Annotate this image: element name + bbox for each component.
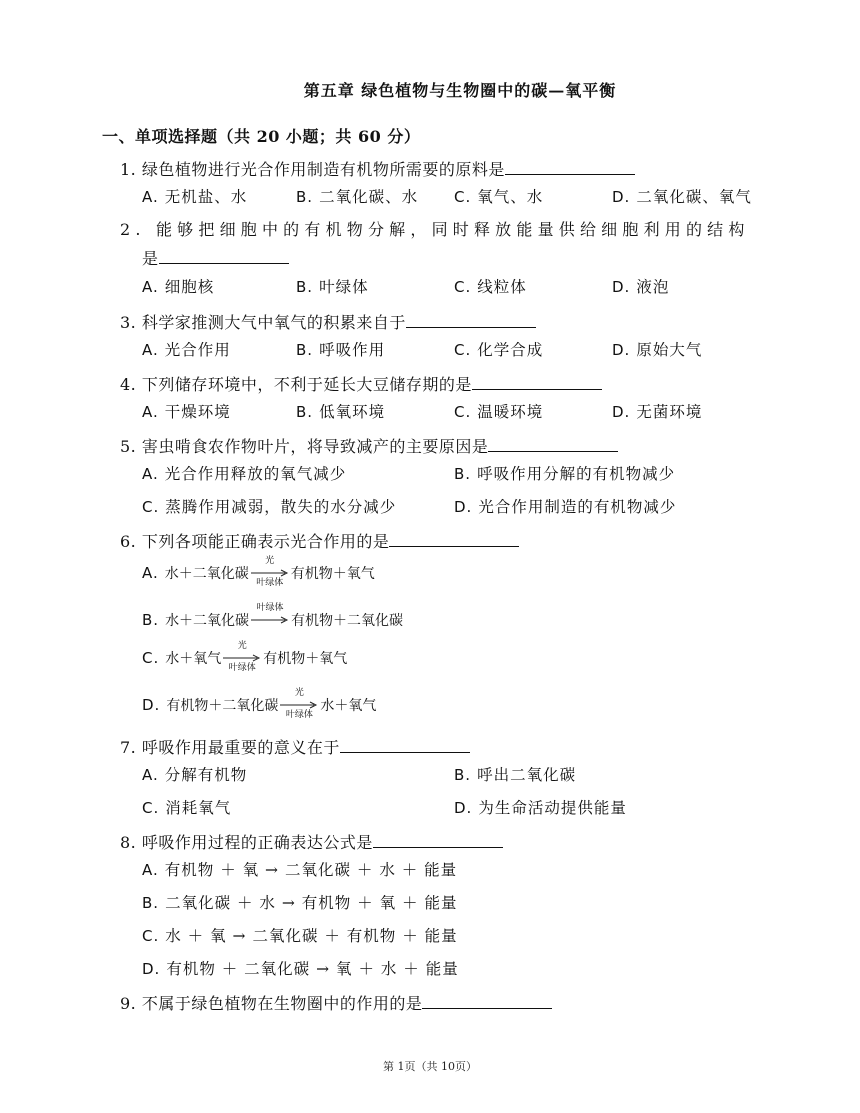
option-b[interactable]: B. 叶绿体: [296, 278, 369, 296]
arrow-icon: [251, 616, 289, 624]
option-b[interactable]: B. 二氧化碳、水: [296, 188, 419, 206]
question-number: 2.: [120, 220, 146, 239]
question-text: 科学家推测大气中氧气的积累来自于: [141, 313, 406, 332]
option-c[interactable]: C. 蒸腾作用减弱，散失的水分减少: [142, 498, 397, 516]
arrow-icon: [223, 654, 261, 662]
option-c[interactable]: C. 化学合成: [454, 341, 544, 359]
question-1: [120, 158, 635, 181]
option-b[interactable]: B. 呼吸作用分解的有机物减少: [454, 465, 676, 483]
arrow-icon: [251, 569, 289, 577]
question-number: 8.: [120, 833, 137, 852]
section-heading: 一、单项选择题（共 20 小题；共 60 分）: [102, 127, 421, 146]
arrow-icon: [280, 701, 318, 709]
answer-blank[interactable]: [373, 831, 503, 848]
option-d[interactable]: D. 原始大气: [612, 341, 703, 359]
option-b[interactable]: B. 低氧环境: [296, 403, 386, 421]
option-a[interactable]: A. 无机盐、水: [142, 188, 248, 206]
page-title: 第五章 绿色植物与生物圈中的碳—氧平衡: [303, 81, 617, 100]
option-d[interactable]: D. 光合作用制造的有机物减少: [454, 498, 677, 516]
option-a[interactable]: A. 干燥环境: [142, 403, 231, 421]
question-text: 能够把细胞中的有机物分解，同时释放能量供给细胞利用的结构: [155, 220, 750, 239]
answer-blank[interactable]: [488, 435, 618, 452]
reaction-arrow: 光 叶绿体: [280, 695, 318, 717]
option-a[interactable]: A. 有机物 ＋ 氧 → 二氧化碳 ＋ 水 ＋ 能量: [142, 861, 458, 879]
question-number: 1.: [120, 160, 137, 179]
question-3: [120, 311, 536, 334]
option-a[interactable]: A. 水＋二氧化碳 光 叶绿体 有机物＋氧气: [142, 556, 375, 588]
question-5: [120, 435, 618, 458]
answer-blank[interactable]: [406, 311, 536, 328]
answer-blank[interactable]: [472, 373, 602, 390]
question-text: 害虫啃食农作物叶片，将导致减产的主要原因是: [141, 437, 489, 456]
question-6: [120, 530, 519, 553]
option-a[interactable]: A. 细胞核: [142, 278, 215, 296]
reaction-arrow: 叶绿体: [251, 610, 289, 632]
question-9: [120, 992, 552, 1015]
option-c[interactable]: C. 氧气、水: [454, 188, 544, 206]
question-text: 下列各项能正确表示光合作用的是: [141, 532, 390, 551]
option-d[interactable]: D. 为生命活动提供能量: [454, 799, 627, 817]
option-b[interactable]: B. 呼吸作用: [296, 341, 386, 359]
question-number: 9.: [120, 994, 137, 1013]
option-c[interactable]: C. 消耗氧气: [142, 799, 232, 817]
reaction-arrow: 光 叶绿体: [251, 563, 289, 585]
option-d[interactable]: D. 液泡: [612, 278, 670, 296]
question-text: 不属于绿色植物在生物圈中的作用的是: [141, 994, 423, 1013]
option-d[interactable]: D. 有机物＋二氧化碳 光 叶绿体 水＋氧气: [142, 688, 377, 720]
option-d[interactable]: D. 无菌环境: [612, 403, 703, 421]
question-number: 3.: [120, 313, 137, 332]
question-8: [120, 831, 503, 854]
answer-blank[interactable]: [505, 158, 635, 175]
option-d[interactable]: D. 二氧化碳、氧气: [612, 188, 752, 206]
option-a[interactable]: A. 分解有机物: [142, 766, 248, 784]
option-c[interactable]: C. 线粒体: [454, 278, 527, 296]
question-text: 是: [142, 249, 159, 268]
question-text: 绿色植物进行光合作用制造有机物所需要的原料是: [141, 160, 505, 179]
option-b[interactable]: B. 呼出二氧化碳: [454, 766, 577, 784]
option-b[interactable]: B. 水＋二氧化碳 叶绿体 有机物＋二氧化碳: [142, 609, 403, 632]
answer-blank[interactable]: [389, 530, 519, 547]
question-4: [120, 373, 602, 396]
question-2-cont: [142, 247, 289, 270]
question-text: 呼吸作用过程的正确表达公式是: [141, 833, 373, 852]
question-number: 7.: [120, 738, 137, 757]
question-text: 呼吸作用最重要的意义在于: [141, 738, 340, 757]
reaction-arrow: 光 叶绿体: [223, 648, 261, 670]
option-a[interactable]: A. 光合作用释放的氧气减少: [142, 465, 347, 483]
option-d[interactable]: D. 有机物 ＋ 二氧化碳 → 氧 ＋ 水 ＋ 能量: [142, 960, 459, 978]
question-2: [120, 219, 750, 241]
option-a[interactable]: A. 光合作用: [142, 341, 231, 359]
option-c[interactable]: C. 水 ＋ 氧 → 二氧化碳 ＋ 有机物 ＋ 能量: [142, 927, 458, 945]
answer-blank[interactable]: [422, 992, 552, 1009]
option-c[interactable]: C. 温暖环境: [454, 403, 544, 421]
option-b[interactable]: B. 二氧化碳 ＋ 水 → 有机物 ＋ 氧 ＋ 能量: [142, 894, 458, 912]
answer-blank[interactable]: [159, 247, 289, 264]
answer-blank[interactable]: [340, 736, 470, 753]
question-text: 下列储存环境中，不利于延长大豆储存期的是: [141, 375, 472, 394]
page-footer: 第 1页（共 10页）: [383, 1060, 477, 1073]
question-number: 6.: [120, 532, 137, 551]
question-number: 5.: [120, 437, 137, 456]
option-c[interactable]: C. 水＋氧气 光 叶绿体 有机物＋氧气: [142, 641, 348, 673]
question-number: 4.: [120, 375, 137, 394]
question-7: [120, 736, 470, 759]
